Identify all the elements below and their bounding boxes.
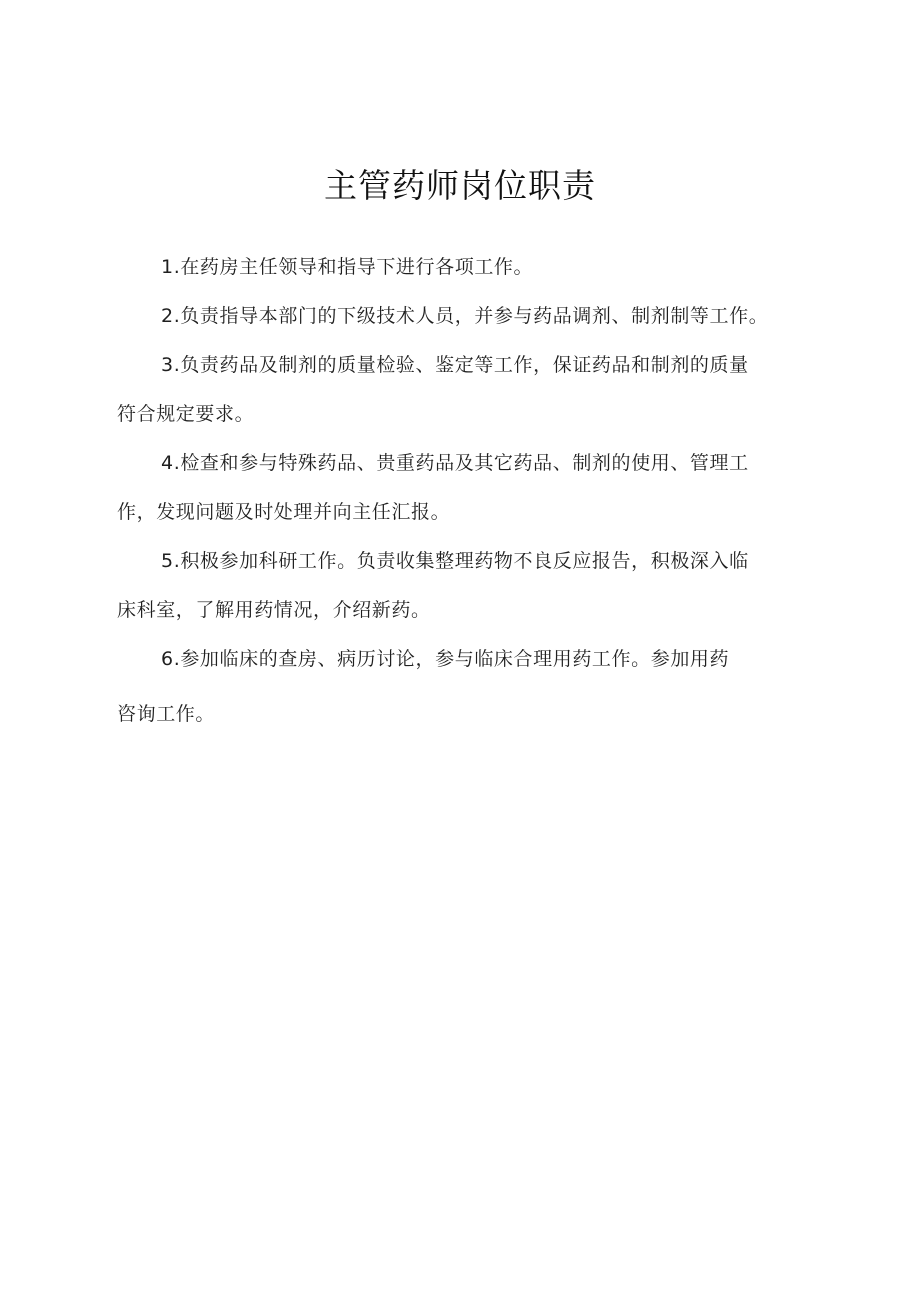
duty-item-3-continuation: 符合规定要求。 xyxy=(117,403,255,425)
duty-item-5: 5.积极参加科研工作。负责收集整理药物不良反应报告，积极深入临 xyxy=(161,550,749,572)
duty-item-1: 1.在药房主任领导和指导下进行各项工作。 xyxy=(161,256,534,278)
duty-item-6: 6.参加临床的查房、病历讨论，参与临床合理用药工作。参加用药 xyxy=(161,648,730,670)
duty-item-2: 2.负责指导本部门的下级技术人员，并参与药品调剂、制剂制等工作。 xyxy=(161,305,769,327)
document-title: 主管药师岗位职责 xyxy=(324,166,596,205)
duty-item-5-continuation: 床科室，了解用药情况，介绍新药。 xyxy=(117,599,431,621)
document-body xyxy=(117,243,817,739)
duty-item-4: 4.检查和参与特殊药品、贵重药品及其它药品、制剂的使用、管理工 xyxy=(161,452,749,474)
duty-item-4-continuation: 作，发现问题及时处理并向主任汇报。 xyxy=(117,501,451,523)
duty-item-6-continuation: 咨询工作。 xyxy=(117,703,216,725)
duty-item-3: 3.负责药品及制剂的质量检验、鉴定等工作，保证药品和制剂的质量 xyxy=(161,354,749,376)
